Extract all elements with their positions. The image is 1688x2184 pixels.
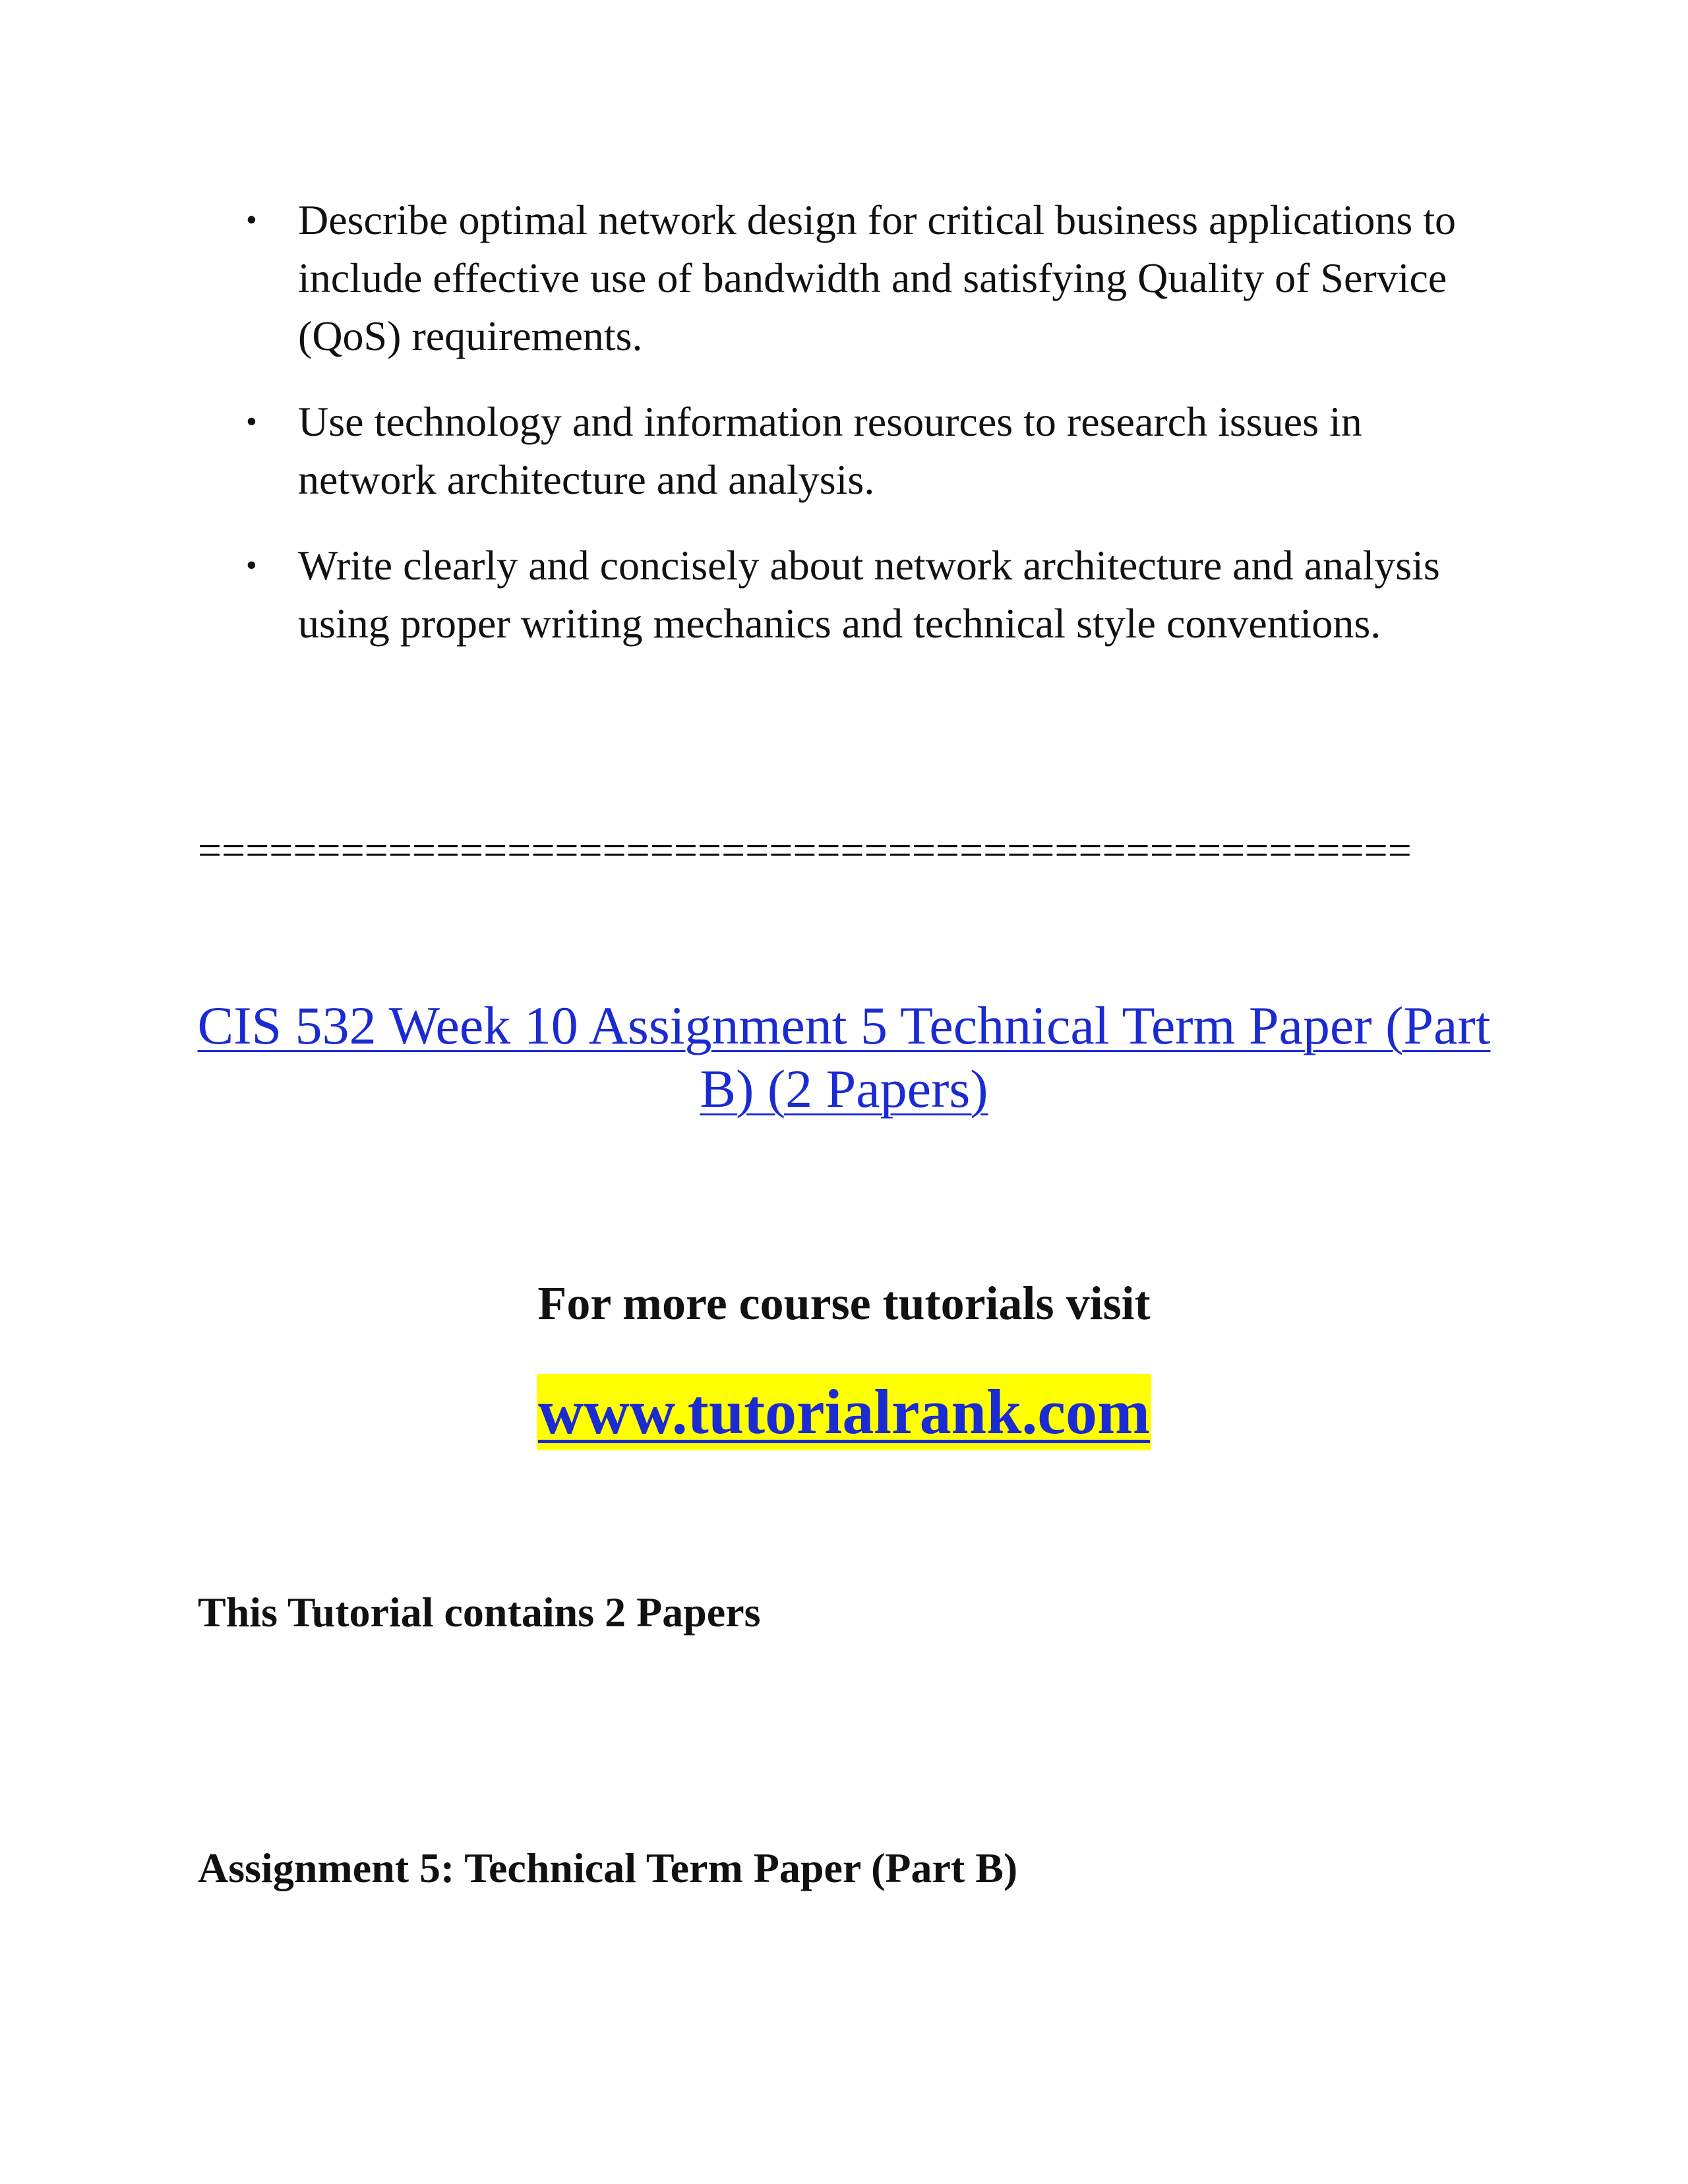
website-link[interactable]: www.tutorialrank.com xyxy=(537,1374,1151,1450)
course-title-link[interactable]: CIS 532 Week 10 Assignment 5 Technical Term Paper (Part B) (2 Papers) xyxy=(197,995,1491,1119)
list-item-text: Use technology and information resources to research issues in network architecture and analysis. xyxy=(298,398,1362,503)
visit-heading: For more course tutorials visit xyxy=(537,1277,1151,1330)
section-divider: =================================================== xyxy=(198,827,1412,873)
tutorial-note: This Tutorial contains 2 Papers xyxy=(198,1589,761,1636)
list-item xyxy=(237,393,1490,509)
list-item xyxy=(237,191,1490,365)
assignment-heading: Assignment 5: Technical Term Paper (Part B) xyxy=(198,1845,1018,1891)
url-container xyxy=(0,1374,1688,1450)
objectives-list xyxy=(237,191,1490,680)
list-item-text: Describe optimal network design for critical business applications to include effective use of bandwidth and satisfying Quality of Service (QoS) requirements. xyxy=(298,196,1456,359)
bullet-icon: • xyxy=(246,202,257,237)
list-item xyxy=(237,537,1490,653)
list-item-text: Write clearly and concisely about network architecture and analysis using proper writing mechanics and technical style conventions. xyxy=(298,542,1440,647)
bullet-icon: • xyxy=(246,548,257,583)
bullet-icon: • xyxy=(246,404,257,439)
